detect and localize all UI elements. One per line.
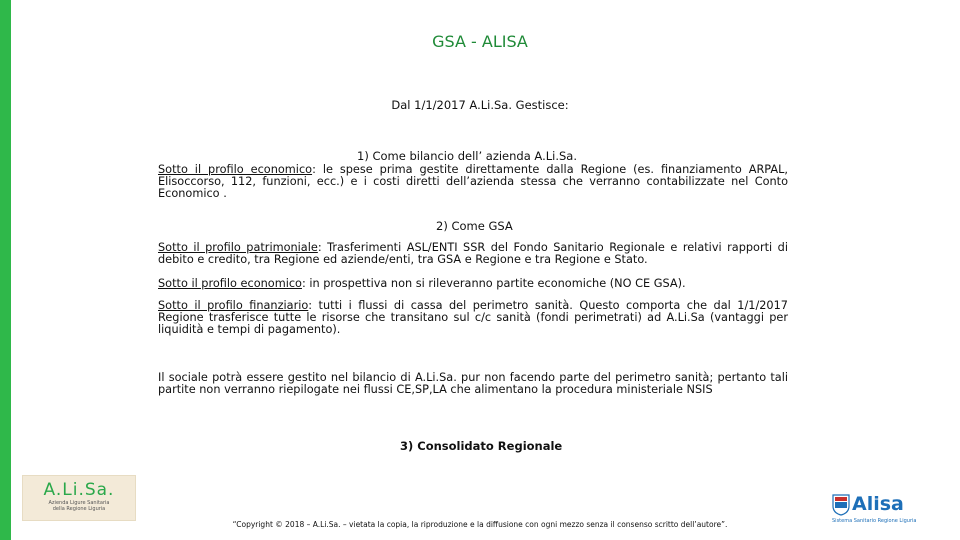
alisa-logo-left <box>22 475 136 521</box>
paragraph-label: Sotto il profilo patrimoniale <box>158 241 318 254</box>
section1-heading: 1) Come bilancio dell’ azienda A.Li.Sa. <box>357 149 577 163</box>
liguria-shield-icon <box>832 494 850 516</box>
logo-subtitle-line1: Azienda Ligure Sanitaria <box>48 500 110 506</box>
slide-title: GSA - ALISA <box>432 32 528 51</box>
section2-heading: 2) Come GSA <box>436 219 513 233</box>
left-accent-bar <box>0 0 11 540</box>
paragraph-text: : tutti i flussi di cassa del perimetro sanità. Questo comporta che dal 1/1/2017 Regione trasferisce tutte le risorse che transitano sul c/c sanità (fondi perimetrati) ad A.Li.Sa (vantaggi per liquidità e tempi di pagamento). <box>158 299 788 336</box>
paragraph-financial <box>158 300 788 336</box>
section3-heading: 3) Consolidato Regionale <box>400 439 563 453</box>
paragraph-social: Il sociale potrà essere gestito nel bilancio di A.Li.Sa. pur non facendo parte del perimetro sanità; pertanto tali partite non verranno riepilogate nei flussi CE,SP,LA che alimentano la procedura ministeriale NSIS <box>158 371 788 396</box>
paragraph-label: Sotto il profilo economico <box>158 163 313 176</box>
alisa-logo-right <box>832 492 922 528</box>
logo-wordmark: A.Li.Sa. <box>43 480 115 500</box>
paragraph-text: : in prospettiva non si rileveranno partite economiche (NO CE GSA). <box>301 277 686 290</box>
paragraph-patrimonial <box>158 242 788 266</box>
paragraph-economic-2 <box>158 278 788 290</box>
logo-right-subtitle: Sistema Sanitario Regione Liguria <box>832 518 917 524</box>
paragraph-label: Sotto il profilo economico <box>158 277 302 290</box>
paragraph-label: Sotto il profilo finanziario <box>158 299 309 312</box>
paragraph-text: : Trasferimenti ASL/ENTI SSR del Fondo Sanitario Regionale e relativi rapporti di debito e credito, tra Regione ed aziende/enti, tra GSA e Regione e tra Regione e Stato. <box>158 241 788 266</box>
copyright-notice: “Copyright © 2018 – A.Li.Sa. – vietata la copia, la riproduzione e la diffusione con ogni mezzo senza il consenso scritto dell’autore”. <box>232 520 728 529</box>
logo-subtitle-line2: della Regione Liguria <box>52 506 106 512</box>
paragraph-text: : le spese prima gestite direttamente dalla Regione (es. finanziamento ARPAL, Elisoccorso, 112, funzioni, ecc.) e i costi diretti dell’azienda stessa che verranno contabilizzate nel Conto Economico . <box>158 163 788 200</box>
logo-right-name: Alisa <box>852 493 904 515</box>
paragraph-economic-1 <box>158 164 788 200</box>
intro-text: Dal 1/1/2017 A.Li.Sa. Gestisce: <box>391 98 569 112</box>
